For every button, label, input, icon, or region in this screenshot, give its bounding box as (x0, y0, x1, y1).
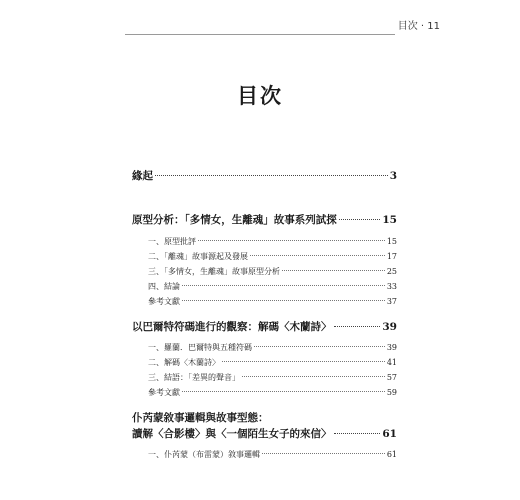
leader-dots (250, 255, 385, 256)
toc-chapter-3-line-1: 仆芮蒙敘事邏輯與故事型態： (132, 412, 269, 424)
toc-chapter-1 (132, 212, 397, 227)
toc-entry-label: 參考文獻 (148, 297, 180, 306)
toc-entry-intro (132, 168, 397, 183)
running-head: 目次 · 11 (397, 21, 440, 32)
toc-entry-label: 二、「離魂」故事源起及發展 (148, 252, 248, 261)
toc-chapter-2 (132, 319, 397, 334)
toc-entry-page: 41 (386, 358, 397, 367)
header-rule (125, 34, 395, 35)
leader-dots (282, 270, 385, 271)
toc-subentry (132, 251, 397, 262)
toc-entry-label: 以巴爾特符碼進行的觀察：解碼〈木蘭詩〉 (132, 321, 332, 333)
toc-chapter-3 (132, 426, 397, 441)
toc-subentry (132, 357, 397, 368)
toc-entry-page: 17 (386, 252, 397, 261)
toc-entry-page: 39 (382, 321, 397, 333)
toc-entry-page: 25 (386, 267, 397, 276)
toc-entry-page: 57 (386, 373, 397, 382)
toc-subentry (132, 342, 397, 353)
leader-dots (182, 391, 385, 392)
leader-dots (222, 361, 385, 362)
leader-dots (182, 285, 385, 286)
toc-entry-label: 緣起 (132, 170, 153, 182)
toc-entry-page: 37 (386, 297, 397, 306)
toc-entry-label: 一、原型批評 (148, 237, 196, 246)
toc-subentry (132, 296, 397, 307)
leader-dots (334, 326, 381, 327)
toc-entry-page: 61 (382, 428, 397, 440)
leader-dots (334, 433, 381, 434)
toc-subentry (132, 372, 397, 383)
toc-subentry (132, 281, 397, 292)
page-title: 目次 (237, 83, 283, 108)
toc-entry-page: 33 (386, 282, 397, 291)
toc-entry-page: 39 (386, 343, 397, 352)
toc-entry-page: 61 (386, 450, 397, 459)
toc-entry-label: 三、結語：「差異的聲音」 (148, 373, 240, 382)
toc-subentry (132, 387, 397, 398)
leader-dots (155, 175, 388, 176)
toc-entry-label: 讀解〈合影樓〉與〈一個陌生女子的來信〉 (132, 428, 332, 440)
leader-dots (262, 453, 385, 454)
leader-dots (182, 300, 385, 301)
toc-subentry (132, 449, 397, 460)
toc-entry-page: 59 (386, 388, 397, 397)
toc-subentry (132, 236, 397, 247)
toc-entry-page: 15 (386, 237, 397, 246)
leader-dots (339, 219, 381, 220)
toc-entry-label: 四、結論 (148, 282, 180, 291)
toc-entry-page: 3 (389, 170, 397, 182)
toc-entry-label: 原型分析：「多情女，生離魂」故事系列試探 (132, 214, 337, 226)
leader-dots (254, 346, 385, 347)
toc-entry-page: 15 (382, 214, 397, 226)
leader-dots (198, 240, 385, 241)
toc-entry-label: 三、「多情女，生離魂」故事原型分析 (148, 267, 280, 276)
toc-entry-label: 一、羅蘭．巴爾特與五種符碼 (148, 343, 252, 352)
leader-dots (242, 376, 385, 377)
toc-entry-label: 二、解碼〈木蘭詩〉 (148, 358, 220, 367)
toc-entry-label: 一、仆芮蒙（布雷蒙）敘事邏輯 (148, 450, 260, 459)
toc-subentry (132, 266, 397, 277)
toc-entry-label: 參考文獻 (148, 388, 180, 397)
